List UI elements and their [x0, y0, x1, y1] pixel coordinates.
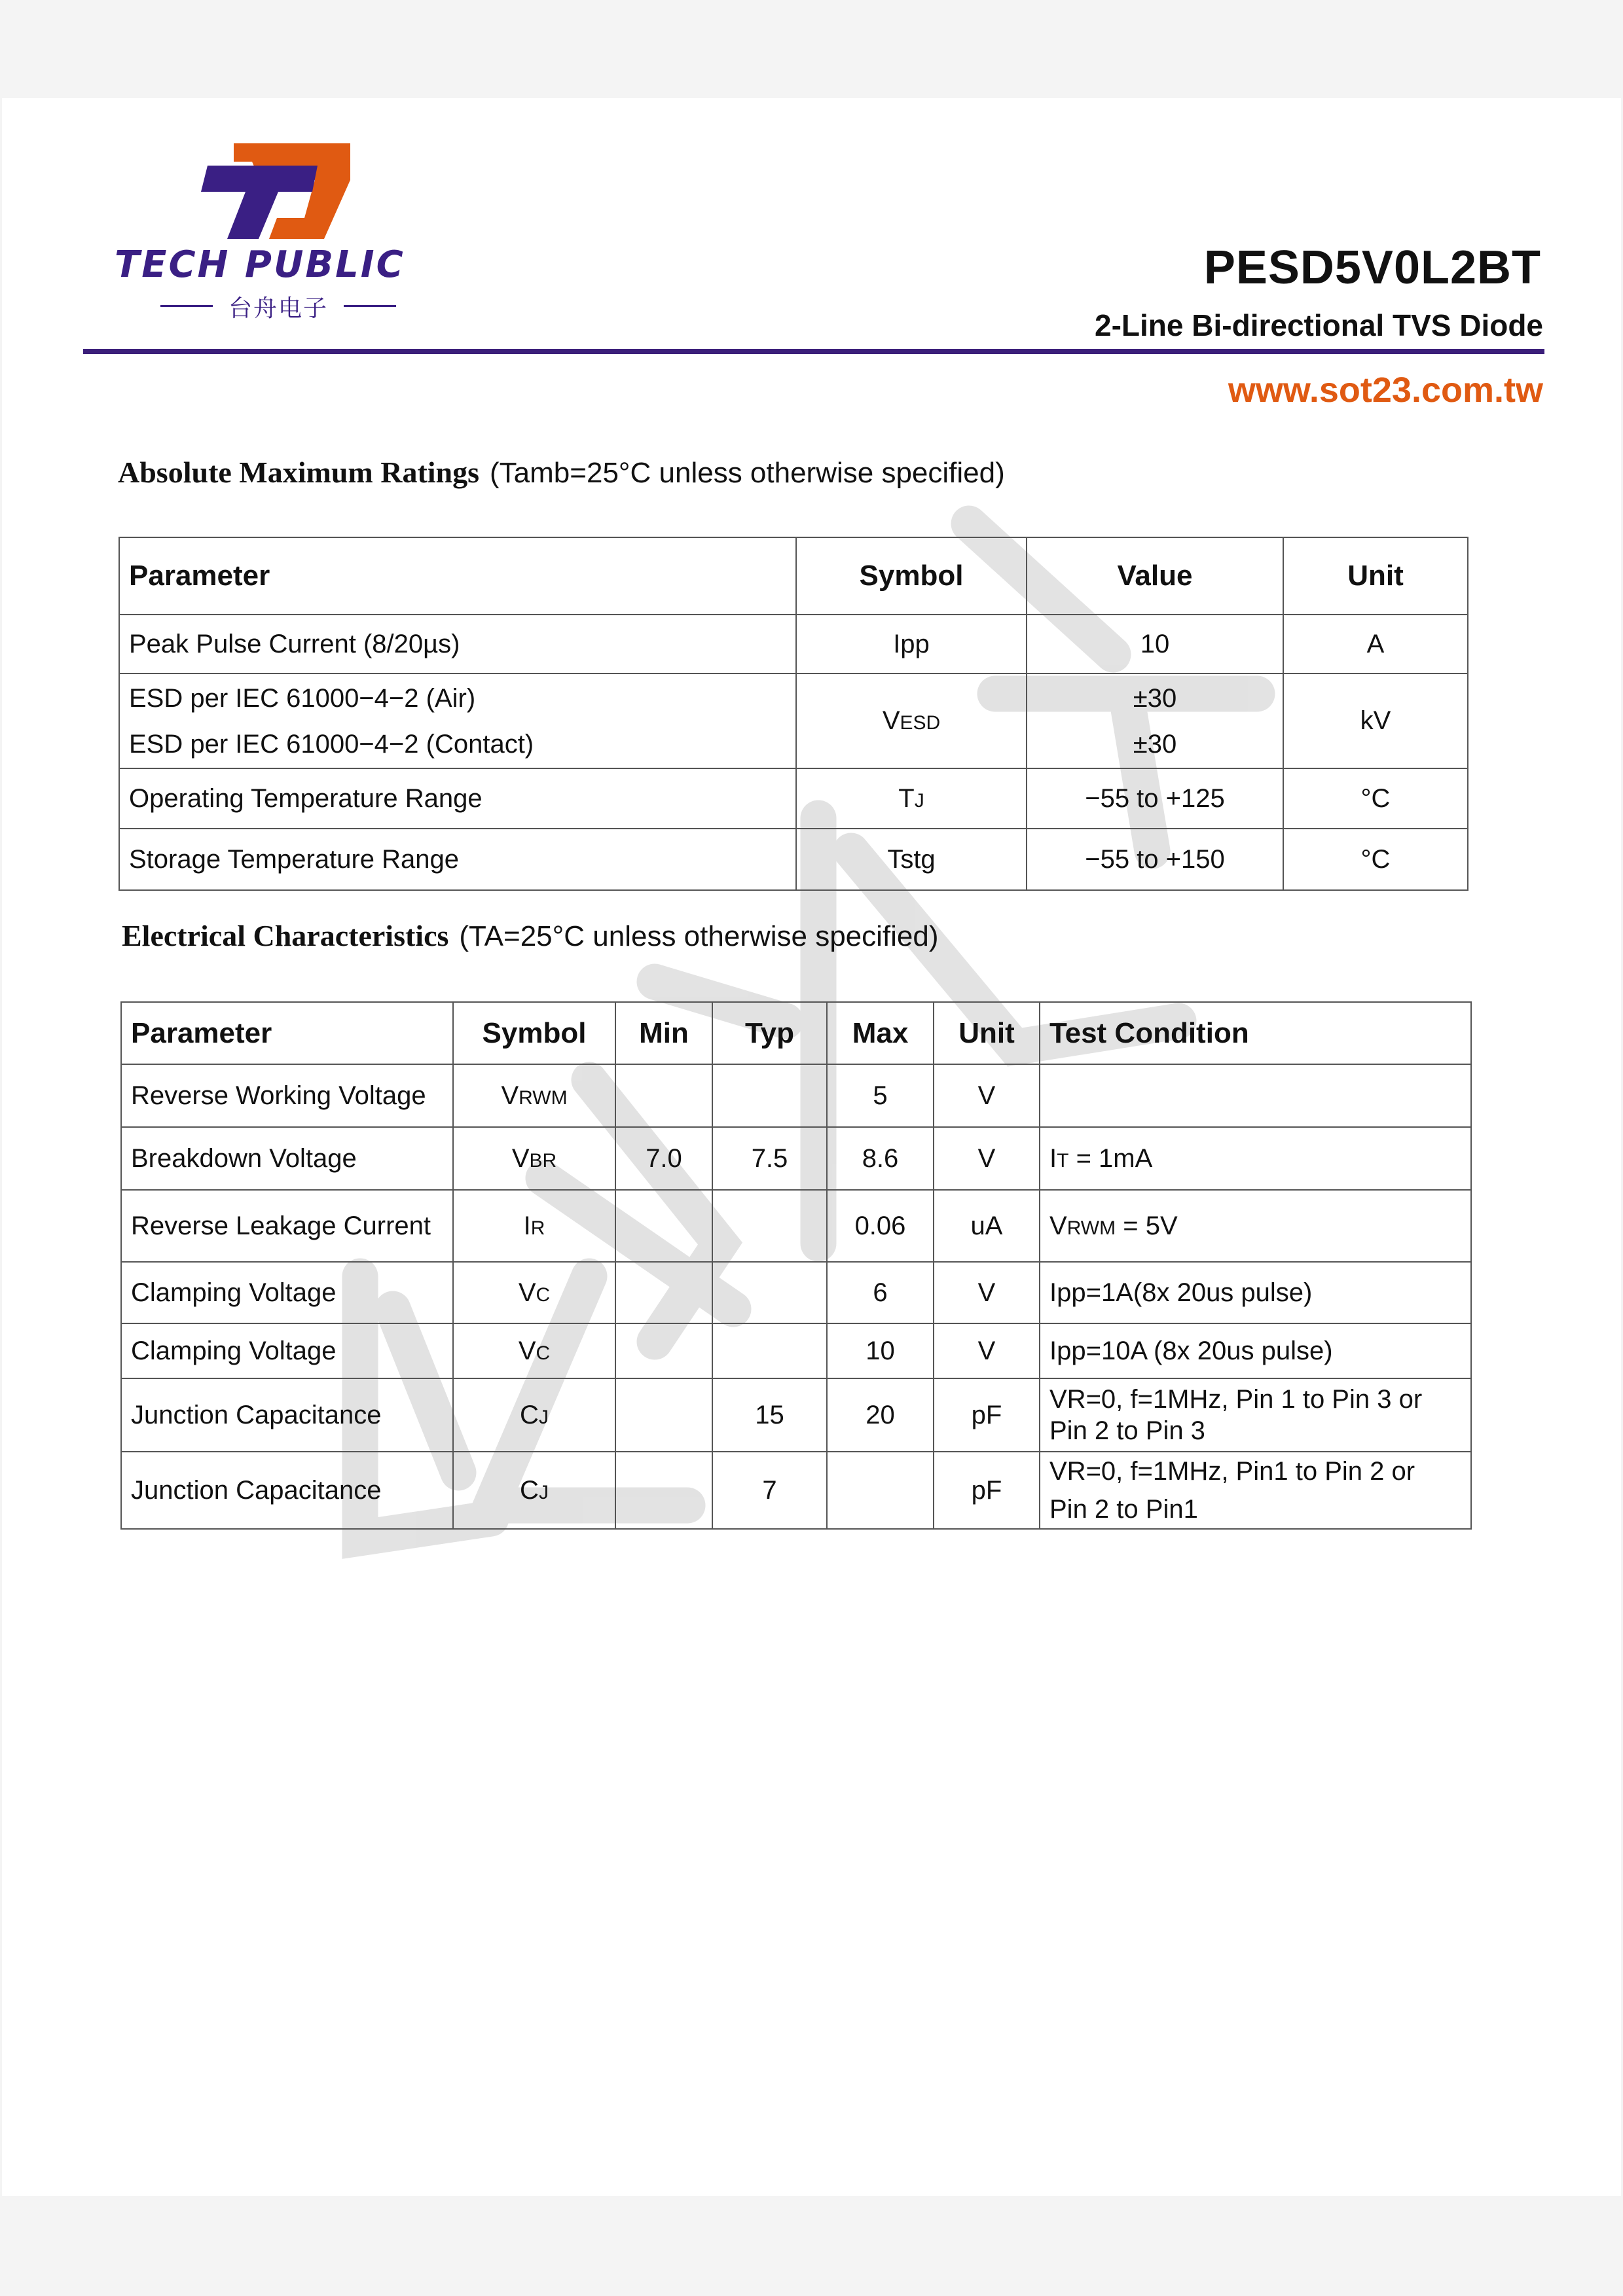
cell-unit: pF	[934, 1378, 1040, 1452]
col-header: Parameter	[119, 537, 796, 615]
cell-unit: uA	[934, 1190, 1040, 1262]
cell-value-line: ±30	[1133, 729, 1177, 759]
symbol-main: I	[523, 1211, 531, 1240]
symbol-main: V	[882, 706, 900, 735]
cell-condition	[1040, 1378, 1471, 1452]
symbol-sub: C	[536, 1342, 551, 1364]
cond-line: Pin 2 to Pin1	[1049, 1495, 1198, 1524]
abs-max-heading	[118, 455, 1005, 490]
table-row	[121, 1064, 1471, 1127]
table-header-row	[119, 537, 1468, 615]
electrical-title: Electrical Characteristics	[122, 919, 449, 952]
symbol-main: V	[511, 1143, 530, 1173]
cell-param: Operating Temperature Range	[119, 768, 796, 829]
cell-unit: °C	[1283, 768, 1468, 829]
abs-max-table	[119, 537, 1468, 891]
cell-symbol	[796, 768, 1027, 829]
cell-param: Reverse Leakage Current	[121, 1190, 453, 1262]
symbol-main: V	[501, 1081, 519, 1110]
symbol-sub: BR	[529, 1149, 557, 1172]
electrical-heading	[122, 918, 939, 953]
cell-symbol	[453, 1064, 615, 1127]
abs-max-title: Absolute Maximum Ratings	[118, 456, 480, 489]
table-row	[121, 1190, 1471, 1262]
part-number: PESD5V0L2BT	[1203, 242, 1541, 294]
symbol-sub: J	[914, 789, 924, 812]
col-header: Unit	[1283, 537, 1468, 615]
table-row	[121, 1378, 1471, 1452]
cell-min	[615, 1064, 712, 1127]
cell-condition	[1040, 1127, 1471, 1190]
cond-main: I	[1049, 1143, 1057, 1173]
col-header: Value	[1027, 537, 1283, 615]
cell-unit: V	[934, 1064, 1040, 1127]
table-header-row	[121, 1002, 1471, 1064]
col-header: Symbol	[796, 537, 1027, 615]
cell-value: 10	[1027, 615, 1283, 673]
cell-max: 10	[827, 1323, 934, 1378]
cell-condition	[1040, 1190, 1471, 1262]
symbol-main: C	[520, 1475, 539, 1505]
cell-condition: Ipp=10A (8x 20us pulse)	[1040, 1323, 1471, 1378]
col-header: Unit	[934, 1002, 1040, 1064]
cell-value: −55 to +150	[1027, 829, 1283, 890]
cell-symbol: Tstg	[796, 829, 1027, 890]
cell-min	[615, 1262, 712, 1323]
electrical-table	[120, 1001, 1472, 1530]
cond-line: Pin 2 to Pin 3	[1049, 1416, 1205, 1445]
col-header: Symbol	[453, 1002, 615, 1064]
cell-typ	[712, 1262, 827, 1323]
cell-max	[827, 1452, 934, 1529]
symbol-sub: R	[530, 1217, 545, 1239]
cell-param: Junction Capacitance	[121, 1452, 453, 1529]
table-row	[119, 768, 1468, 829]
part-subtitle: 2-Line Bi-directional TVS Diode	[1095, 308, 1543, 342]
col-header: Parameter	[121, 1002, 453, 1064]
cond-rest: = 5V	[1116, 1211, 1178, 1240]
cell-symbol	[796, 673, 1027, 768]
cell-condition	[1040, 1452, 1471, 1529]
cell-param: Clamping Voltage	[121, 1323, 453, 1378]
brand-name: TECH PUBLIC	[115, 243, 405, 286]
cell-symbol	[453, 1262, 615, 1323]
cond-line: VR=0, f=1MHz, Pin 1 to Pin 3 or	[1049, 1385, 1423, 1414]
cell-min	[615, 1190, 712, 1262]
cell-min	[615, 1323, 712, 1378]
cell-typ: 15	[712, 1378, 827, 1452]
cell-max: 20	[827, 1378, 934, 1452]
cell-param: Junction Capacitance	[121, 1378, 453, 1452]
cell-min	[615, 1452, 712, 1529]
cell-param: Storage Temperature Range	[119, 829, 796, 890]
cell-param: Clamping Voltage	[121, 1262, 453, 1323]
symbol-sub: J	[538, 1481, 549, 1503]
symbol-main: V	[518, 1336, 536, 1365]
symbol-sub: C	[536, 1283, 551, 1306]
cond-sub: RWM	[1067, 1217, 1116, 1239]
cell-param: Peak Pulse Current (8/20µs)	[119, 615, 796, 673]
cell-symbol	[453, 1190, 615, 1262]
cell-unit: pF	[934, 1452, 1040, 1529]
cell-unit: V	[934, 1127, 1040, 1190]
table-row	[119, 615, 1468, 673]
cell-value: −55 to +125	[1027, 768, 1283, 829]
symbol-main: V	[518, 1278, 536, 1307]
cell-symbol	[453, 1323, 615, 1378]
col-header: Max	[827, 1002, 934, 1064]
cell-value-line: ±30	[1133, 683, 1177, 713]
symbol-sub: ESD	[900, 712, 941, 734]
symbol-sub: J	[538, 1406, 549, 1428]
cell-symbol	[453, 1452, 615, 1529]
cell-symbol	[453, 1378, 615, 1452]
col-header: Test Condition	[1040, 1002, 1471, 1064]
col-header: Typ	[712, 1002, 827, 1064]
table-row	[119, 829, 1468, 890]
cell-typ	[712, 1064, 827, 1127]
cell-min	[615, 1378, 712, 1452]
cell-param-line: ESD per IEC 61000−4−2 (Contact)	[129, 729, 534, 759]
cell-symbol: Ipp	[796, 615, 1027, 673]
cell-value	[1027, 673, 1283, 768]
table-row	[121, 1452, 1471, 1529]
cell-typ: 7.5	[712, 1127, 827, 1190]
cell-max: 6	[827, 1262, 934, 1323]
symbol-main: T	[898, 783, 915, 813]
cell-param	[119, 673, 796, 768]
cell-max: 8.6	[827, 1127, 934, 1190]
cond-line: VR=0, f=1MHz, Pin1 to Pin 2 or	[1049, 1457, 1415, 1486]
cell-condition: Ipp=1A(8x 20us pulse)	[1040, 1262, 1471, 1323]
table-row	[119, 673, 1468, 768]
brand-chinese-name: 台舟电子	[228, 295, 328, 322]
cond-rest: = 1mA	[1068, 1143, 1153, 1173]
cell-param-line: ESD per IEC 61000−4−2 (Air)	[129, 683, 476, 713]
col-header: Min	[615, 1002, 712, 1064]
symbol-sub: RWM	[519, 1086, 568, 1109]
header-rule	[83, 349, 1544, 354]
abs-max-note: (Tamb=25°C unless otherwise specified)	[490, 457, 1005, 489]
cell-unit: V	[934, 1262, 1040, 1323]
symbol-main: C	[520, 1400, 539, 1429]
cell-unit: V	[934, 1323, 1040, 1378]
cell-min: 7.0	[615, 1127, 712, 1190]
table-row	[121, 1262, 1471, 1323]
cell-symbol	[453, 1127, 615, 1190]
cell-condition	[1040, 1064, 1471, 1127]
cell-param: Reverse Working Voltage	[121, 1064, 453, 1127]
cell-max: 0.06	[827, 1190, 934, 1262]
cell-unit: °C	[1283, 829, 1468, 890]
cell-param: Breakdown Voltage	[121, 1127, 453, 1190]
cell-typ: 7	[712, 1452, 827, 1529]
cond-main: V	[1049, 1211, 1067, 1240]
cond-sub: T	[1057, 1149, 1069, 1172]
website-link[interactable]: www.sot23.com.tw	[1228, 370, 1543, 410]
cell-unit: A	[1283, 615, 1468, 673]
cell-typ	[712, 1323, 827, 1378]
cell-unit: kV	[1283, 673, 1468, 768]
table-row	[121, 1323, 1471, 1378]
table-row	[121, 1127, 1471, 1190]
cell-typ	[712, 1190, 827, 1262]
cell-max: 5	[827, 1064, 934, 1127]
electrical-note: (TA=25°C unless otherwise specified)	[459, 920, 939, 952]
